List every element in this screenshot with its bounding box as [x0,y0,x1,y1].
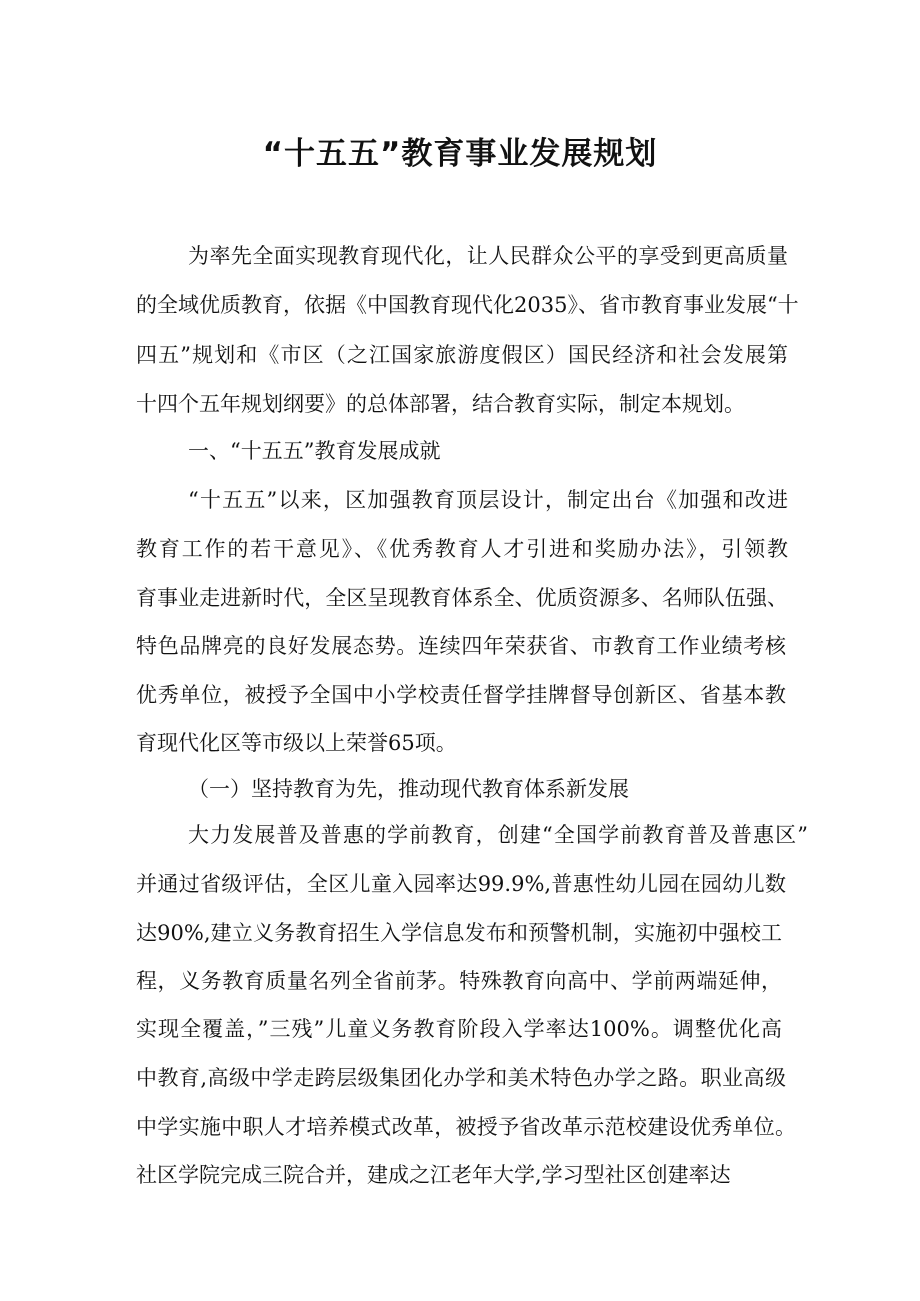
paragraph-line: 优秀单位，被授予全国中小学校责任督学挂牌督导创新区、省基本教 [136,683,786,707]
paragraph-line: 的全域优质教育，依据《中国教育现代化2035》、省市教育事业发展“十 [136,293,799,317]
paragraph-line: 程，义务教育质量名列全省前茅。特殊教育向高中、学前两端延伸， [136,969,782,993]
paragraph-line: 教育工作的若干意见》、《优秀教育人才引进和奖励办法》，引领教 [136,537,788,561]
paragraph-line: 十四个五年规划纲要》的总体部署，结合教育实际，制定本规划。 [136,392,745,416]
paragraph-line: 大力发展普及普惠的学前教育，创建“全国学前教育普及普惠区” [188,823,808,847]
paragraph-line: 育事业走进新时代，全区呈现教育体系全、优质资源多、名师队伍强、 [136,586,788,610]
paragraph-line: 并通过省级评估，全区儿童入园率达99.9%,普惠性幼儿园在园幼儿数 [136,872,786,896]
paragraph-line: “十五五”以来，区加强教育顶层设计，制定出台《加强和改进 [188,488,788,512]
paragraph-line: 四五”规划和《市区（之江国家旅游度假区）国民经济和社会发展第 [136,343,788,367]
paragraph-line: 中学实施中职人才培养模式改革，被授予省改革示范校建设优秀单位。 [136,1115,796,1139]
document-title: “十五五”教育事业发展规划 [262,136,658,172]
section-heading: 一、“十五五”教育发展成就 [188,439,441,463]
paragraph-line: 社区学院完成三院合并，建成之江老年大学,学习型社区创建率达 [136,1163,731,1187]
paragraph-line: 育现代化区等市级以上荣誉65项。 [136,731,457,755]
subsection-heading: （一）坚持教育为先，推动现代教育体系新发展 [188,777,629,801]
paragraph-line: 达90%,建立义务教育招生入学信息发布和预警机制，实施初中强校工 [136,921,782,945]
paragraph-line: 特色品牌亮的良好发展态势。连续四年荣获省、市教育工作业绩考核 [136,634,786,658]
paragraph-line: 中教育,高级中学走跨层级集团化办学和美术特色办学之路。职业高级 [136,1066,786,1090]
paragraph-line: 实现全覆盖，”三残”儿童义务教育阶段入学率达100%。调整优化高 [136,1017,782,1041]
paragraph-line: 为率先全面实现教育现代化，让人民群众公平的享受到更高质量 [188,244,788,268]
